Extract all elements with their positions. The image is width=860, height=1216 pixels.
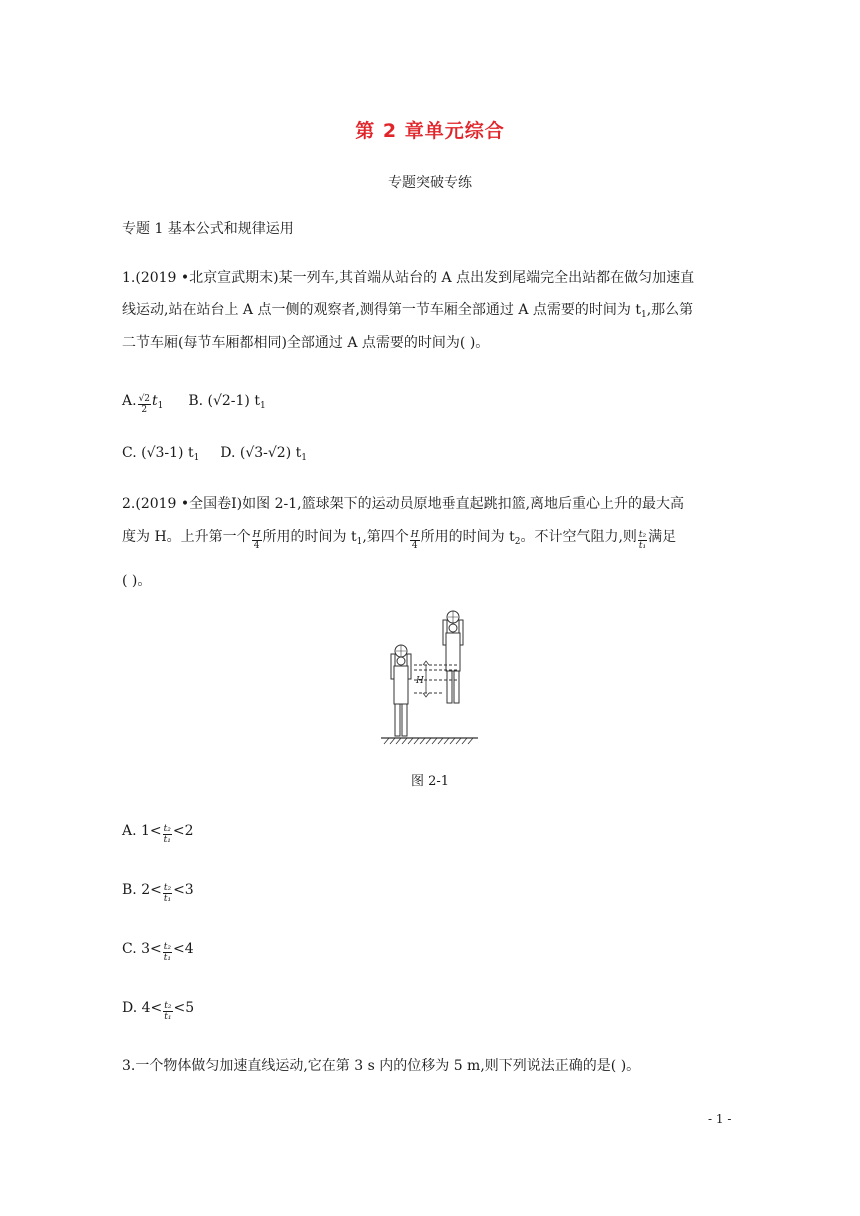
fraction-denominator: t₁ (164, 1012, 172, 1022)
leg-right-1 (447, 671, 452, 703)
q2-line1: 2.(2019 •全国卷Ⅰ)如图 2-1,篮球架下的运动员原地垂直起跳扣篮,离地后重心上升的最大高 (122, 496, 685, 512)
q2-option-b (122, 880, 194, 904)
q3-line1: 3.一个物体做匀加速直线运动,它在第 3 s 内的位移为 5 m,则下列说法正确的是( )。 (122, 1058, 641, 1074)
leg-right-2 (454, 671, 459, 703)
subscript: 1 (193, 453, 200, 463)
subscript: 1 (157, 401, 164, 411)
fraction-numerator: t₂ (163, 824, 171, 834)
head-right (449, 624, 457, 632)
q2-line2 (122, 527, 676, 552)
figure-caption: 图 2-1 (410, 774, 450, 789)
option-b-left: B. 2< (122, 882, 162, 898)
fraction-numerator: t₂ (638, 530, 647, 540)
figure-basketball-jump (378, 606, 478, 748)
option-a-left: A. 1< (122, 823, 162, 839)
fraction-denominator: t₁ (638, 541, 647, 551)
subscript: 1 (641, 310, 647, 320)
fraction-denominator: 4 (411, 541, 418, 551)
page-number: - 1 - (708, 1112, 732, 1126)
subscript: 1 (259, 401, 266, 411)
q2-fraction-t2-t1 (638, 530, 647, 551)
page-title: 第 2 章单元综合 (355, 120, 505, 142)
option-b-right: <3 (173, 882, 194, 898)
q1-line2 (122, 300, 693, 325)
option-b-fraction (163, 883, 172, 904)
q1-option-a-fraction (138, 394, 151, 415)
fraction-numerator: t₂ (164, 1001, 172, 1011)
q2-line2-part3: ,第四个 (362, 529, 409, 545)
option-a-right: <2 (172, 823, 194, 839)
leg-left-1 (395, 704, 400, 736)
q1-line1: 1.(2019 •北京宣武期末)某一列车,其首端从站台的 A 点出发到尾端完全出站都在做匀加速直 (122, 270, 695, 286)
q1-option-d: D. (√3-√2) t (220, 445, 302, 461)
q1-option-b: B. (√2-1) t (188, 393, 260, 409)
subscript: 1 (301, 453, 307, 463)
q2-option-c (122, 939, 194, 963)
q1-line2-tail: ,那么第 (646, 302, 694, 318)
body-right (446, 633, 460, 671)
subscript: 1 (356, 537, 363, 547)
fraction-numerator: t₂ (163, 883, 172, 893)
fraction-denominator: 4 (253, 541, 260, 551)
q1-option-a-t: t (152, 393, 158, 409)
q1-options-ab (122, 391, 266, 416)
ground-hatch (384, 738, 473, 744)
q2-line2-part6: 满足 (648, 529, 677, 545)
q1-line3: 二节车厢(每节车厢都相同)全部通过 A 点需要的时间为( )。 (122, 335, 490, 351)
option-c-fraction (163, 942, 172, 963)
q2-line3: ( )。 (122, 573, 152, 589)
option-d-fraction (163, 1001, 172, 1022)
figure-label-h: H (416, 676, 424, 686)
option-c-left: C. 3< (122, 941, 162, 957)
fraction-denominator: t₁ (163, 835, 171, 845)
q1-line2-text: 线运动,站在站台上 A 点一侧的观察者,测得第一节车厢全部通过 A 点需要的时间为 t (122, 302, 641, 318)
fraction-numerator: t₂ (163, 942, 171, 952)
q1-option-a-label: A. (122, 393, 137, 409)
fraction-numerator: H (410, 530, 419, 540)
q1-option-c: C. (√3-1) t (122, 445, 194, 461)
q2-line2-part2: 所用的时间为 t (262, 529, 357, 545)
page-subtitle: 专题突破专练 (388, 175, 472, 191)
leg-left-2 (402, 704, 407, 736)
option-d-right: <5 (173, 1000, 195, 1016)
head-left (397, 657, 405, 665)
q1-options-cd (122, 443, 307, 468)
fraction-denominator: 2 (141, 405, 148, 415)
option-a-fraction (163, 824, 172, 845)
fraction-numerator: √2 (138, 394, 151, 404)
q2-option-d (122, 998, 194, 1022)
q2-line2-part4: 所用的时间为 t (420, 529, 515, 545)
section-heading: 专题 1 基本公式和规律运用 (122, 221, 294, 237)
body-left (394, 666, 408, 704)
fraction-numerator: H (252, 530, 261, 540)
option-d-left: D. 4< (122, 1000, 163, 1016)
q2-line2-part5: 。不计空气阻力,则 (520, 529, 637, 545)
height-arrow (423, 661, 429, 697)
q2-option-a (122, 821, 194, 845)
fraction-denominator: t₁ (163, 894, 172, 904)
q2-fraction-h4 (252, 530, 262, 551)
q2-line2-part1: 度为 H。上升第一个 (122, 529, 251, 545)
option-c-right: <4 (173, 941, 194, 957)
q2-fraction-h4-second (410, 530, 420, 551)
fraction-denominator: t₁ (163, 953, 171, 963)
subscript: 2 (514, 537, 521, 547)
